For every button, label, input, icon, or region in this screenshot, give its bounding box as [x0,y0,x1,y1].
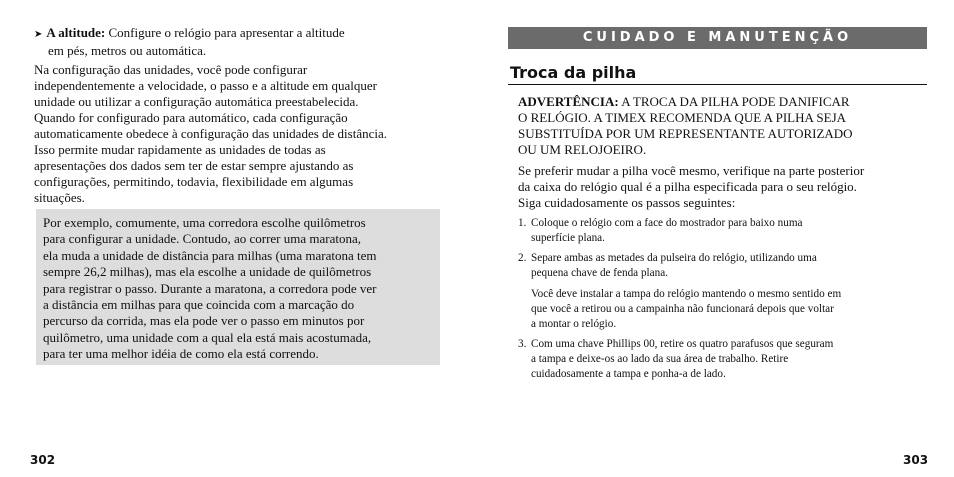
example-line: percurso da corrida, mas ela pode ver o passo em minutos por [43,313,365,329]
example-line: para registrar o passo. Durante a maratona, a corredora pode ver [43,280,377,296]
warning-line-4: OU UM RELOJOEIRO. [518,142,647,157]
list-item [518,251,928,332]
warning-block [518,94,918,158]
steps-list [518,216,928,387]
warning-label: ADVERTÊNCIA: [518,94,619,109]
step-line: Coloque o relógio com a face do mostrador para baixo numa [531,217,803,229]
units-paragraph [34,62,444,206]
example-line: para ter uma melhor idéia de como ela está correndo. [43,346,319,362]
paragraph-line: Na configuração das unidades, você pode configurar [34,62,308,77]
section-header-bar: CUIDADO E MANUTENÇÃO [508,27,927,49]
bullet-label: A altitude: [46,25,106,40]
example-line: a distância em milhas para que coincida com a marcação do [43,297,355,313]
warning-line-3: SUBSTITUÍDA POR UM REPRESENTANTE AUTORIZADO [518,126,853,141]
intro-line: Se preferir mudar a pilha você mesmo, verifique na parte posterior [518,163,865,178]
example-line: quilômetro, uma unidade com a qual ela está mais acostumada, [43,329,372,345]
note-line: a montar o relógio. [531,318,617,330]
step-line: Com uma chave Phillips 00, retire os quatro parafusos que seguram [531,338,834,350]
bullet-line-1: Configure o relógio para apresentar a altitude [108,25,345,40]
example-box [36,209,440,365]
paragraph-line: configurações, permitindo, todavia, flexibilidade em algumas [34,174,354,189]
intro-line: Siga cuidadosamente os passos seguintes: [518,195,736,210]
left-page [34,0,444,477]
paragraph-line: apresentações dos dados sem ter de estar sempre ajustando as [34,158,354,173]
arrow-bullet-icon: ➤ [34,29,43,40]
intro-paragraph [518,163,928,211]
page-number-right: 303 [903,453,929,467]
bullet-line-2: em pés, metros ou automática. [48,43,207,58]
paragraph-line: situações. [34,190,85,205]
warning-line-1: A TROCA DA PILHA PODE DANIFICAR [621,94,850,109]
paragraph-line: unidade ou utilizar a configuração automática preestabelecida. [34,94,359,109]
right-page [508,0,928,477]
example-line: Por exemplo, comumente, uma corredora escolhe quilômetros [43,215,366,230]
list-item [518,216,928,246]
step-line: pequena chave de fenda plana. [531,267,668,279]
note-line: que você a retirou ou a campainha não funcionará depois que voltar [531,303,834,315]
page-number-left: 302 [30,453,56,467]
step-number: 1. [518,217,527,229]
step-number: 2. [518,252,527,264]
step-line: cuidadosamente a tampa e ponha-a de lado. [531,368,726,380]
paragraph-line: independentemente a velocidade, o passo e a altitude em qualquer [34,78,377,93]
step-line: a tampa e deixe-os ao lado da sua área de trabalho. Retire [531,353,789,365]
note-line: Você deve instalar a tampa do relógio mantendo o mesmo sentido em [531,288,842,300]
section-subtitle: Troca da pilha [510,63,637,82]
warning-line-2: O RELÓGIO. A TIMEX RECOMENDA QUE A PILHA SEJA [518,110,847,125]
paragraph-line: Isso permite mudar rapidamente as unidades de todas as [34,142,326,157]
paragraph-line: automaticamente obedece à configuração das unidades de distância. [34,126,388,141]
list-item [518,337,928,382]
subtitle-divider [508,84,927,85]
example-line: ela muda a unidade de distância para milhas (uma maratona tem [43,247,377,263]
paragraph-line: Quando for configurado para automático, cada configuração [34,110,348,125]
example-line: para configurar a unidade. Contudo, ao correr uma maratona, [43,231,362,247]
step-number: 3. [518,338,527,350]
intro-line: da caixa do relógio qual é a pilha especificada para o seu relógio. [518,179,857,194]
step-line: superfície plana. [531,232,605,244]
altitude-bullet [34,25,434,59]
step-line: Separe ambas as metades da pulseira do relógio, utilizando uma [531,252,817,264]
step-note [531,287,928,332]
example-line: sempre 26,2 milhas), mas ela escolhe a unidade de quilômetros [43,264,372,280]
